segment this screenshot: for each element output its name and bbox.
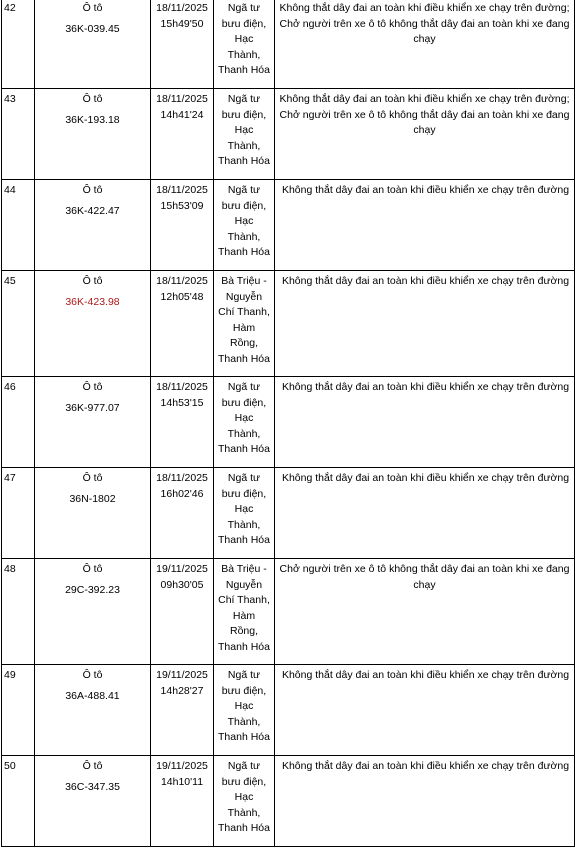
violation-description: Không thắt dây đai an toàn khi điều khiển xe chạy trên đường; (279, 2, 570, 14)
location-line: Ngã tư (227, 472, 261, 484)
location-line: Ngã tư (227, 2, 261, 14)
vehicle-type: Ô tô (82, 472, 103, 484)
license-plate: 36C-347.35 (65, 780, 120, 793)
location-cell (214, 468, 275, 559)
location-line: bưu điện, (221, 775, 267, 788)
table-row (2, 271, 575, 377)
violation-date: 18/11/2025 (156, 381, 208, 393)
location-line: Hàm (232, 609, 256, 622)
location-line: Hạc (234, 791, 254, 803)
vehicle-type: Ô tô (82, 760, 103, 772)
timestamp-cell (151, 559, 214, 665)
violation-date: 18/11/2025 (156, 184, 208, 196)
location-line: Thành, (227, 139, 261, 152)
location-line: Thành, (227, 715, 261, 728)
location-line: Thanh Hóa (218, 246, 270, 258)
violation-description: Không thắt dây đai an toàn khi điều khiển xe chạy trên đường (281, 184, 570, 196)
violation-description: Chở người trên xe ô tô không thắt dây đai an toàn khi xe đang chạy (279, 17, 570, 45)
location-line: Rồng, (229, 337, 259, 349)
violation-time: 15h49'50 (160, 17, 204, 30)
location-line: Thành, (227, 427, 261, 440)
violation-date: 18/11/2025 (156, 2, 208, 14)
location-cell (214, 665, 275, 756)
violation-time: 12h05'48 (160, 290, 204, 303)
vehicle-cell (35, 180, 151, 271)
location-line: bưu điện, (221, 108, 267, 121)
vehicle-cell (35, 377, 151, 468)
vehicle-cell (35, 0, 151, 89)
row-number: 45 (2, 271, 35, 377)
violation-cell (275, 271, 575, 377)
location-line: Hạc (234, 124, 254, 136)
timestamp-cell (151, 665, 214, 756)
table-row (2, 0, 575, 89)
vehicle-type: Ô tô (82, 184, 103, 196)
vehicle-type: Ô tô (82, 93, 103, 105)
violation-time: 15h53'09 (160, 199, 204, 212)
violation-time: 09h30'05 (160, 578, 204, 591)
location-line: Rồng, (229, 625, 259, 637)
violation-cell (275, 89, 575, 180)
violation-cell (275, 665, 575, 756)
row-number: 49 (2, 665, 35, 756)
violation-date: 18/11/2025 (156, 93, 208, 105)
row-number: 48 (2, 559, 35, 665)
license-plate: 36K-977.07 (65, 401, 120, 414)
location-line: Ngã tư (227, 760, 261, 772)
location-line: Thanh Hóa (218, 352, 270, 365)
location-line: Hạc (234, 700, 254, 712)
violation-date: 19/11/2025 (156, 669, 208, 681)
location-line: bưu điện, (221, 684, 267, 697)
location-line: Ngã tư (227, 184, 261, 196)
location-cell (214, 89, 275, 180)
location-cell (214, 756, 275, 847)
location-line: Chí Thanh, (218, 306, 270, 318)
table-row (2, 377, 575, 468)
violation-description: Không thắt dây đai an toàn khi điều khiển xe chạy trên đường (281, 669, 570, 681)
location-line: Thanh Hóa (218, 64, 270, 76)
row-number: 47 (2, 468, 35, 559)
row-number: 46 (2, 377, 35, 468)
timestamp-cell (151, 377, 214, 468)
violation-cell (275, 0, 575, 89)
location-line: Hạc (234, 412, 254, 424)
timestamp-cell (151, 0, 214, 89)
location-line: Ngã tư (227, 381, 261, 393)
vehicle-type: Ô tô (82, 2, 103, 14)
location-line: bưu điện, (221, 17, 267, 30)
violation-date: 19/11/2025 (156, 563, 208, 575)
location-line: Thanh Hóa (218, 822, 270, 834)
location-line: Bà Triệu - (221, 275, 267, 287)
violation-date: 18/11/2025 (156, 472, 208, 484)
violation-time: 16h02'46 (160, 487, 204, 500)
table-row (2, 756, 575, 847)
vehicle-type: Ô tô (82, 275, 103, 287)
violation-date: 18/11/2025 (156, 275, 208, 287)
violation-time: 14h41'24 (160, 108, 204, 121)
location-line: Thành, (227, 806, 261, 819)
violation-description: Không thắt dây đai an toàn khi điều khiển xe chạy trên đường; (279, 93, 570, 105)
violation-cell (275, 377, 575, 468)
vehicle-type: Ô tô (82, 381, 103, 393)
location-cell (214, 377, 275, 468)
location-cell (214, 559, 275, 665)
location-line: bưu điện, (221, 199, 267, 212)
table-row (2, 89, 575, 180)
row-number: 50 (2, 756, 35, 847)
location-line: Thanh Hóa (218, 443, 270, 455)
violation-time: 14h10'11 (160, 775, 204, 788)
location-line: Thành, (227, 518, 261, 531)
vehicle-cell (35, 559, 151, 665)
vehicle-type: Ô tô (82, 669, 103, 681)
violation-time: 14h53'15 (160, 396, 204, 409)
timestamp-cell (151, 180, 214, 271)
timestamp-cell (151, 468, 214, 559)
license-plate: 36K-039.45 (65, 22, 120, 35)
location-line: Bà Triệu - (221, 563, 267, 575)
row-number: 43 (2, 89, 35, 180)
timestamp-cell (151, 756, 214, 847)
violation-description: Chở người trên xe ô tô không thắt dây đai an toàn khi xe đang chạy (279, 563, 570, 591)
violation-cell (275, 468, 575, 559)
vehicle-cell (35, 271, 151, 377)
location-line: Hàm (232, 321, 256, 334)
violations-table-body (2, 0, 575, 847)
location-cell (214, 0, 275, 89)
license-plate: 29C-392.23 (65, 583, 120, 596)
violation-date: 19/11/2025 (156, 760, 208, 772)
violation-description: Không thắt dây đai an toàn khi điều khiển xe chạy trên đường (281, 275, 570, 287)
location-line: Thành, (227, 48, 261, 61)
location-cell (214, 271, 275, 377)
table-row (2, 559, 575, 665)
table-row (2, 468, 575, 559)
location-line: bưu điện, (221, 396, 267, 409)
row-number: 44 (2, 180, 35, 271)
license-plate: 36A-488.41 (65, 689, 120, 702)
vehicle-cell (35, 468, 151, 559)
license-plate: 36K-422.47 (65, 204, 120, 217)
location-line: Nguyễn (225, 290, 263, 303)
table-row (2, 665, 575, 756)
timestamp-cell (151, 89, 214, 180)
location-line: Hạc (234, 215, 254, 227)
violation-description: Không thắt dây đai an toàn khi điều khiển xe chạy trên đường (281, 472, 570, 484)
license-plate: 36N-1802 (69, 492, 116, 505)
location-line: Thanh Hóa (218, 731, 270, 743)
location-line: Ngã tư (227, 669, 261, 681)
license-plate: 36K-193.18 (65, 113, 120, 126)
violation-cell (275, 756, 575, 847)
violation-description: Không thắt dây đai an toàn khi điều khiển xe chạy trên đường (281, 381, 570, 393)
location-line: Thanh Hóa (218, 534, 270, 546)
location-cell (214, 180, 275, 271)
timestamp-cell (151, 271, 214, 377)
vehicle-cell (35, 665, 151, 756)
location-line: Chí Thanh, (218, 594, 270, 606)
vehicle-type: Ô tô (82, 563, 103, 575)
location-line: Thanh Hóa (218, 640, 270, 653)
vehicle-cell (35, 756, 151, 847)
location-line: Hạc (234, 33, 254, 45)
violation-cell (275, 559, 575, 665)
violation-description: Chở người trên xe ô tô không thắt dây đai an toàn khi xe đang chạy (279, 108, 570, 136)
location-line: bưu điện, (221, 487, 267, 500)
location-line: Thanh Hóa (218, 155, 270, 167)
license-plate: 36K-423.98 (65, 295, 120, 308)
violation-time: 14h28'27 (160, 684, 204, 697)
location-line: Ngã tư (227, 93, 261, 105)
vehicle-cell (35, 89, 151, 180)
table-row (2, 180, 575, 271)
location-line: Thành, (227, 230, 261, 243)
location-line: Nguyễn (225, 578, 263, 591)
violations-table (1, 0, 575, 847)
violation-description: Không thắt dây đai an toàn khi điều khiển xe chạy trên đường (281, 760, 570, 772)
row-number: 42 (2, 0, 35, 89)
location-line: Hạc (234, 503, 254, 515)
violation-cell (275, 180, 575, 271)
